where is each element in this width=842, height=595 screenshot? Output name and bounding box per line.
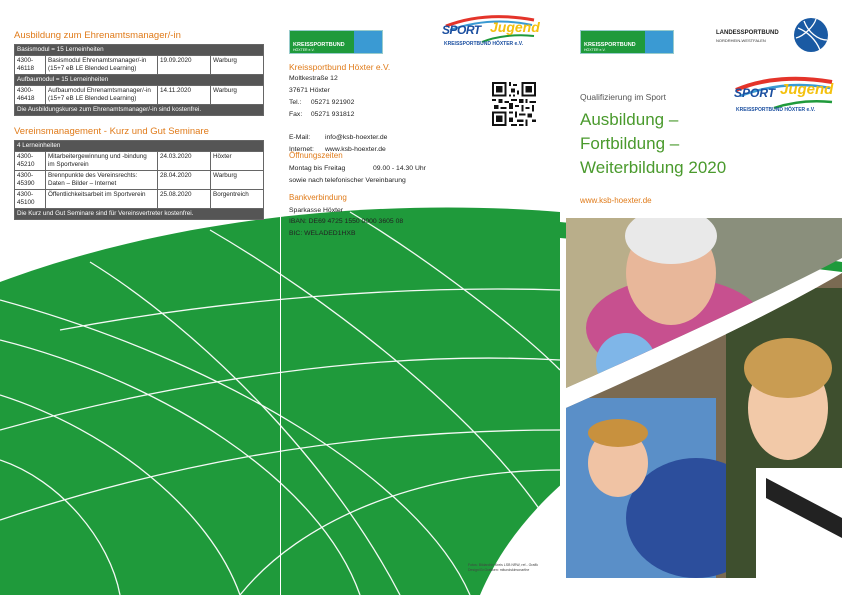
hours-time: 09.00 - 14.30 Uhr	[373, 165, 426, 172]
hours-days: Montag bis Freitag	[289, 165, 346, 172]
table-header-row	[15, 75, 264, 86]
course-code: 4300- 45100	[15, 190, 46, 209]
table-footer-cell: Die Ausbildungskurse zum Ehrenamtsmanager/-in sind kostenfrei.	[15, 105, 264, 116]
fax-label: Fax:	[289, 110, 303, 118]
course-place: Warburg	[211, 86, 264, 105]
logo-text-sub: KREISSPORTBUND HÖXTER e.V.	[444, 41, 523, 47]
hours-line	[289, 163, 459, 175]
course-table-vereinsmanagement	[14, 140, 264, 220]
title-line-2: Fortbildung –	[580, 134, 680, 153]
title-line-1: Ausbildung –	[580, 110, 679, 129]
lsb-line2: NORDRHEIN-WESTFALEN	[716, 38, 766, 43]
logo-subname: HÖXTER e.V.	[293, 48, 315, 52]
lsb-ball-icon	[794, 18, 828, 52]
logo-text-sub: KREISSPORTBUND HÖXTER e.V.	[736, 107, 815, 113]
email-label: E-Mail:	[289, 134, 311, 141]
section-title-vereinsmanagement: Vereinsmanagement - Kurz und Gut Seminare	[14, 126, 209, 137]
course-title: Brennpunkte des Vereinsrechts: Daten – Bilder – Internet	[46, 171, 158, 190]
phone-line	[289, 97, 449, 109]
course-title: Basismodul Ehrenamtsmanager/-in (15+7 eB LE Blended Learning)	[46, 56, 158, 75]
cover-website-link[interactable]: www.ksb-hoexter.de	[580, 196, 652, 205]
sportjugend-logo	[442, 12, 538, 52]
logo-text-jugend: Jugend	[490, 19, 540, 35]
logo-blue-stripe	[645, 31, 673, 53]
cover-panel	[566, 0, 842, 595]
logo-text-jugend: Jugend	[780, 81, 834, 98]
fold-line	[280, 0, 281, 595]
table-footer-cell: Die Kurz und Gut Seminare sind für Vereinsvertreter kostenfrei.	[15, 209, 264, 220]
ball-lines	[794, 18, 828, 52]
course-title: Öffentlichkeitsarbeit im Sportverein	[46, 190, 158, 209]
course-place: Warburg	[211, 171, 264, 190]
website-link[interactable]: www.ksb-hoexter.de	[325, 145, 386, 153]
table-header-cell: 4 Lerneinheiten	[15, 141, 264, 152]
hours-note: sowie nach telefonischer Vereinbarung	[289, 176, 406, 184]
course-code: 4300- 45390	[15, 171, 46, 190]
opening-hours	[289, 163, 459, 186]
qr-code-icon[interactable]	[492, 82, 536, 126]
table-row	[15, 190, 264, 209]
logo-subname: HÖXTER e.V.	[584, 48, 606, 52]
course-date: 25.08.2020	[158, 190, 211, 209]
opening-hours-title: Öffnungszeiten	[289, 151, 343, 160]
email-link[interactable]: info@ksb-hoexter.de	[325, 134, 388, 141]
internet-label: Internet:	[289, 145, 314, 153]
bank-name: Sparkasse Höxter	[289, 207, 344, 214]
table-footer-row	[15, 209, 264, 220]
course-title: Mitarbeitergewinnung und -bindung im Sportverein	[46, 152, 158, 171]
course-title: Aufbaumodul Ehrenamtsmanager/-in (15+7 eB LE Blended Learning)	[46, 86, 158, 105]
table-header-row	[15, 141, 264, 152]
course-place: Höxter	[211, 152, 264, 171]
course-date: 19.09.2020	[158, 56, 211, 75]
course-code: 4300- 46118	[15, 56, 46, 75]
table-row	[15, 152, 264, 171]
bank-details	[289, 205, 449, 239]
address	[289, 73, 449, 96]
course-code: 4300- 45210	[15, 152, 46, 171]
course-date: 28.04.2020	[158, 171, 211, 190]
course-list-panel	[14, 30, 264, 220]
cover-title	[580, 108, 840, 180]
course-date: 14.11.2020	[158, 86, 211, 105]
fax-number: 05271 931812	[310, 110, 355, 118]
email-line	[289, 132, 449, 144]
phone-fax	[289, 97, 449, 120]
fax-line	[289, 109, 449, 121]
course-table-ehrenamtsmanager	[14, 44, 264, 116]
table-header-row	[15, 45, 264, 56]
city: 37671 Höxter	[289, 86, 330, 94]
street: Moltkestraße 12	[289, 75, 338, 82]
logo-blue-stripe	[354, 31, 382, 53]
logo-text-sport: SPORT	[734, 86, 776, 100]
phone-label: Tel.:	[289, 99, 302, 106]
organization-name: Kreissportbund Höxter e.V.	[289, 62, 391, 72]
bic: BIC: WELADED1HXB	[289, 229, 356, 237]
kreissportbund-logo	[289, 30, 383, 54]
phone-number: 05271 921902	[310, 99, 355, 106]
course-place: Borgentreich	[211, 190, 264, 209]
title-line-3: Weiterbildung 2020	[580, 158, 727, 177]
lsb-line1: LANDESSPORTBUND	[716, 30, 779, 36]
course-date: 24.03.2020	[158, 152, 211, 171]
table-header-cell: Basismodul = 15 Lerneinheiten	[15, 45, 264, 56]
course-place: Warburg	[211, 56, 264, 75]
table-footer-row	[15, 105, 264, 116]
table-row	[15, 86, 264, 105]
landessportbund-logo	[716, 18, 836, 58]
qualifier-text: Qualifizierung im Sport	[580, 92, 666, 102]
photo-credit: Fotos: Bildarchiv Kreis LSB NRW, ref.- Grafik Design/Gr.Grafiken: mitundsklmonarthe	[468, 563, 538, 572]
section-title-ehrenamtsmanager: Ausbildung zum Ehrenamtsmanager/-in	[14, 30, 181, 41]
kreissportbund-logo	[580, 30, 674, 54]
table-row	[15, 56, 264, 75]
course-code: 4300- 46418	[15, 86, 46, 105]
cover-photo-collage	[566, 218, 842, 578]
table-row	[15, 171, 264, 190]
bank-title: Bankverbindung	[289, 193, 347, 202]
logo-name: KREISSPORTBUND	[293, 42, 345, 48]
iban: IBAN: DE69 4725 1550 0000 3605 08	[289, 218, 404, 226]
table-header-cell: Aufbaumodul = 15 Lerneinheiten	[15, 75, 264, 86]
logo-name: KREISSPORTBUND	[584, 42, 636, 48]
logo-text-sport: SPORT	[442, 23, 481, 37]
